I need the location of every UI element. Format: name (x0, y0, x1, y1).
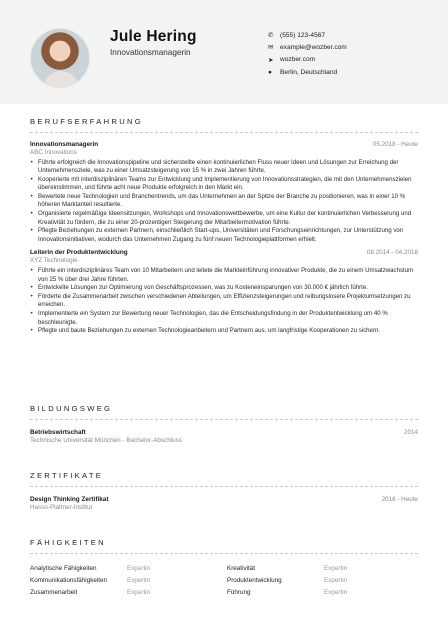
candidate-name: Jule Hering (110, 28, 197, 45)
contact-location (268, 66, 347, 78)
profile-photo (30, 28, 90, 88)
cursor-pointer-icon: ➤ (268, 56, 274, 64)
section-divider (30, 132, 418, 133)
certificate-entry (30, 496, 418, 511)
education-section (30, 404, 418, 444)
skill-level: Expertin (324, 565, 348, 572)
skill-name: Führung (227, 589, 251, 596)
bullet-item: • Pflegte und baute Beziehungen zu externen Technologieanbietern und Partnern aus, um langfristige Kooperationen zu sichern. (30, 327, 418, 336)
job-entry (30, 141, 418, 244)
education-institution: Technische Universität München - Bachelor-Abschluss (30, 437, 182, 444)
job-company: ABC Innovations (30, 149, 77, 156)
job-title: Leiterin der Produktentwicklung (30, 249, 128, 257)
certificate-title: Design Thinking Zertifikat (30, 496, 109, 503)
contact-website-text: wozber.com (280, 56, 316, 64)
bullet-item: • Organisierte regelmäßige Ideensitzungen, Workshops und Innovationswettbewerbe, um eine Kultur der kontinuierlichen Verbesserung und Kreativität zu fördern, die zu einer 20-prozentigen Steigerung der Mitarbeitermotivation führte. (30, 210, 418, 227)
contact-email[interactable] (268, 41, 347, 53)
skill-level: Expertin (324, 589, 348, 596)
job-title: Innovationsmanagerin (30, 141, 99, 148)
job-date: 05.2018 - Heute (372, 141, 418, 148)
skill-level: Expertin (127, 577, 151, 584)
contact-email-text: example@wozber.com (280, 43, 347, 51)
bullet-item: • Implementierte ein System zur Bewertung neuer Technologien, das die Entscheidungsfindung in der Produktentwicklung um 40 % beschleunigte. (30, 310, 418, 327)
job-bullets (30, 159, 418, 245)
job-entry (30, 249, 418, 335)
education-entry (30, 429, 418, 444)
section-title-experience: BERUFSERFAHRUNG (30, 117, 143, 126)
bullet-item: • Führte erfolgreich die Innovationspipeline und sicherstellte einen kontinuierlichen Fluss neuer Ideen und Lösungen zur Erreichung der Unternehmensziele, was zu einer Umsatzsteigerung von 15 % in zwei Jahren führte. (30, 159, 418, 176)
bullet-item: • Führte ein interdisziplinäres Team von 10 Mitarbeitern und leitete die Markteinführung innovativer Produkte, die zu einem Umsatzwachstum von 25 % über drei Jahre führten. (30, 267, 418, 284)
section-divider (30, 553, 418, 554)
education-date: 2014 (403, 429, 418, 436)
skill-name: Kreativität (227, 565, 255, 572)
contact-phone[interactable] (268, 29, 347, 41)
job-bullets (30, 267, 418, 336)
phone-icon: ✆ (268, 32, 274, 40)
candidate-role: Innovationsmanagerin (110, 48, 191, 57)
certificate-issuer: Hasso-Plattner-Institut (30, 504, 93, 511)
contact-location-text: Berlin, Deutschland (280, 68, 338, 76)
section-divider (30, 419, 418, 420)
bullet-item: • Pflegte Beziehungen zu externen Partnern, einschließlich Start-ups, Universitäten und Forschungseinrichtungen, zur Unterstützung von Innovationsinitiativen, wodurch das Unternehmen Zugang zu fünf neuen Technologieplattformen erhielt. (30, 227, 418, 244)
skill-name: Zusammenarbeit (30, 589, 78, 596)
skill-name: Kommunikationsfähigkeiten (30, 577, 108, 584)
bullet-item: • Kooperierte mit interdisziplinären Teams zur Entwicklung und Implementierung von Innovationsstrategien, die mit den Unternehmenszielen übereinstimmen, und führte acht neue Produkte erfolgreich in den Markt ein. (30, 176, 418, 193)
job-date: 08.2014 - 04.2018 (366, 249, 418, 257)
skill-level: Expertin (324, 577, 348, 584)
skill-name: Produktentwicklung (227, 577, 282, 584)
section-title-certificates: ZERTIFIKATE (30, 471, 104, 480)
section-title-skills: FÄHIGKEITEN (30, 538, 106, 547)
skills-section (30, 538, 418, 596)
skill-name: Analytische Fähigkeiten (30, 565, 97, 572)
skill-level: Expertin (127, 589, 151, 596)
bullet-item: • Entwickelte Lösungen zur Optimierung von Geschäftsprozessen, was zu Kosteneinsparungen von 30.000 € jährlich führte. (30, 284, 418, 293)
skills-grid (30, 565, 418, 596)
experience-section (30, 117, 418, 336)
envelope-icon: ✉ (268, 44, 274, 52)
certificate-date: 2016 - Heute (381, 496, 418, 503)
map-pin-icon: ● (268, 68, 272, 76)
bullet-item: • Förderte die Zusammenarbeit zwischen verschiedenen Abteilungen, um Effizienzsteigerungen und reibungslosere Projektumsetzungen zu erreichen. (30, 293, 418, 310)
section-title-education: BILDUNGSWEG (30, 404, 113, 413)
contact-website[interactable] (268, 54, 347, 66)
education-title: Betriebswirtschaft (30, 429, 86, 436)
section-divider (30, 486, 418, 487)
resume-header (0, 0, 448, 104)
bullet-item: • Bewertete neue Technologien und Branchentrends, um das Unternehmen an der Spitze der Branche zu positionieren, was in einer 10 % höheren Marktanteil resultierte. (30, 193, 418, 210)
skill-level: Expertin (127, 565, 151, 572)
certificates-section (30, 471, 418, 511)
contact-phone-text: (555) 123-4567 (280, 31, 326, 39)
job-company: XYZ Technologie (30, 257, 78, 265)
contact-list (268, 29, 347, 78)
